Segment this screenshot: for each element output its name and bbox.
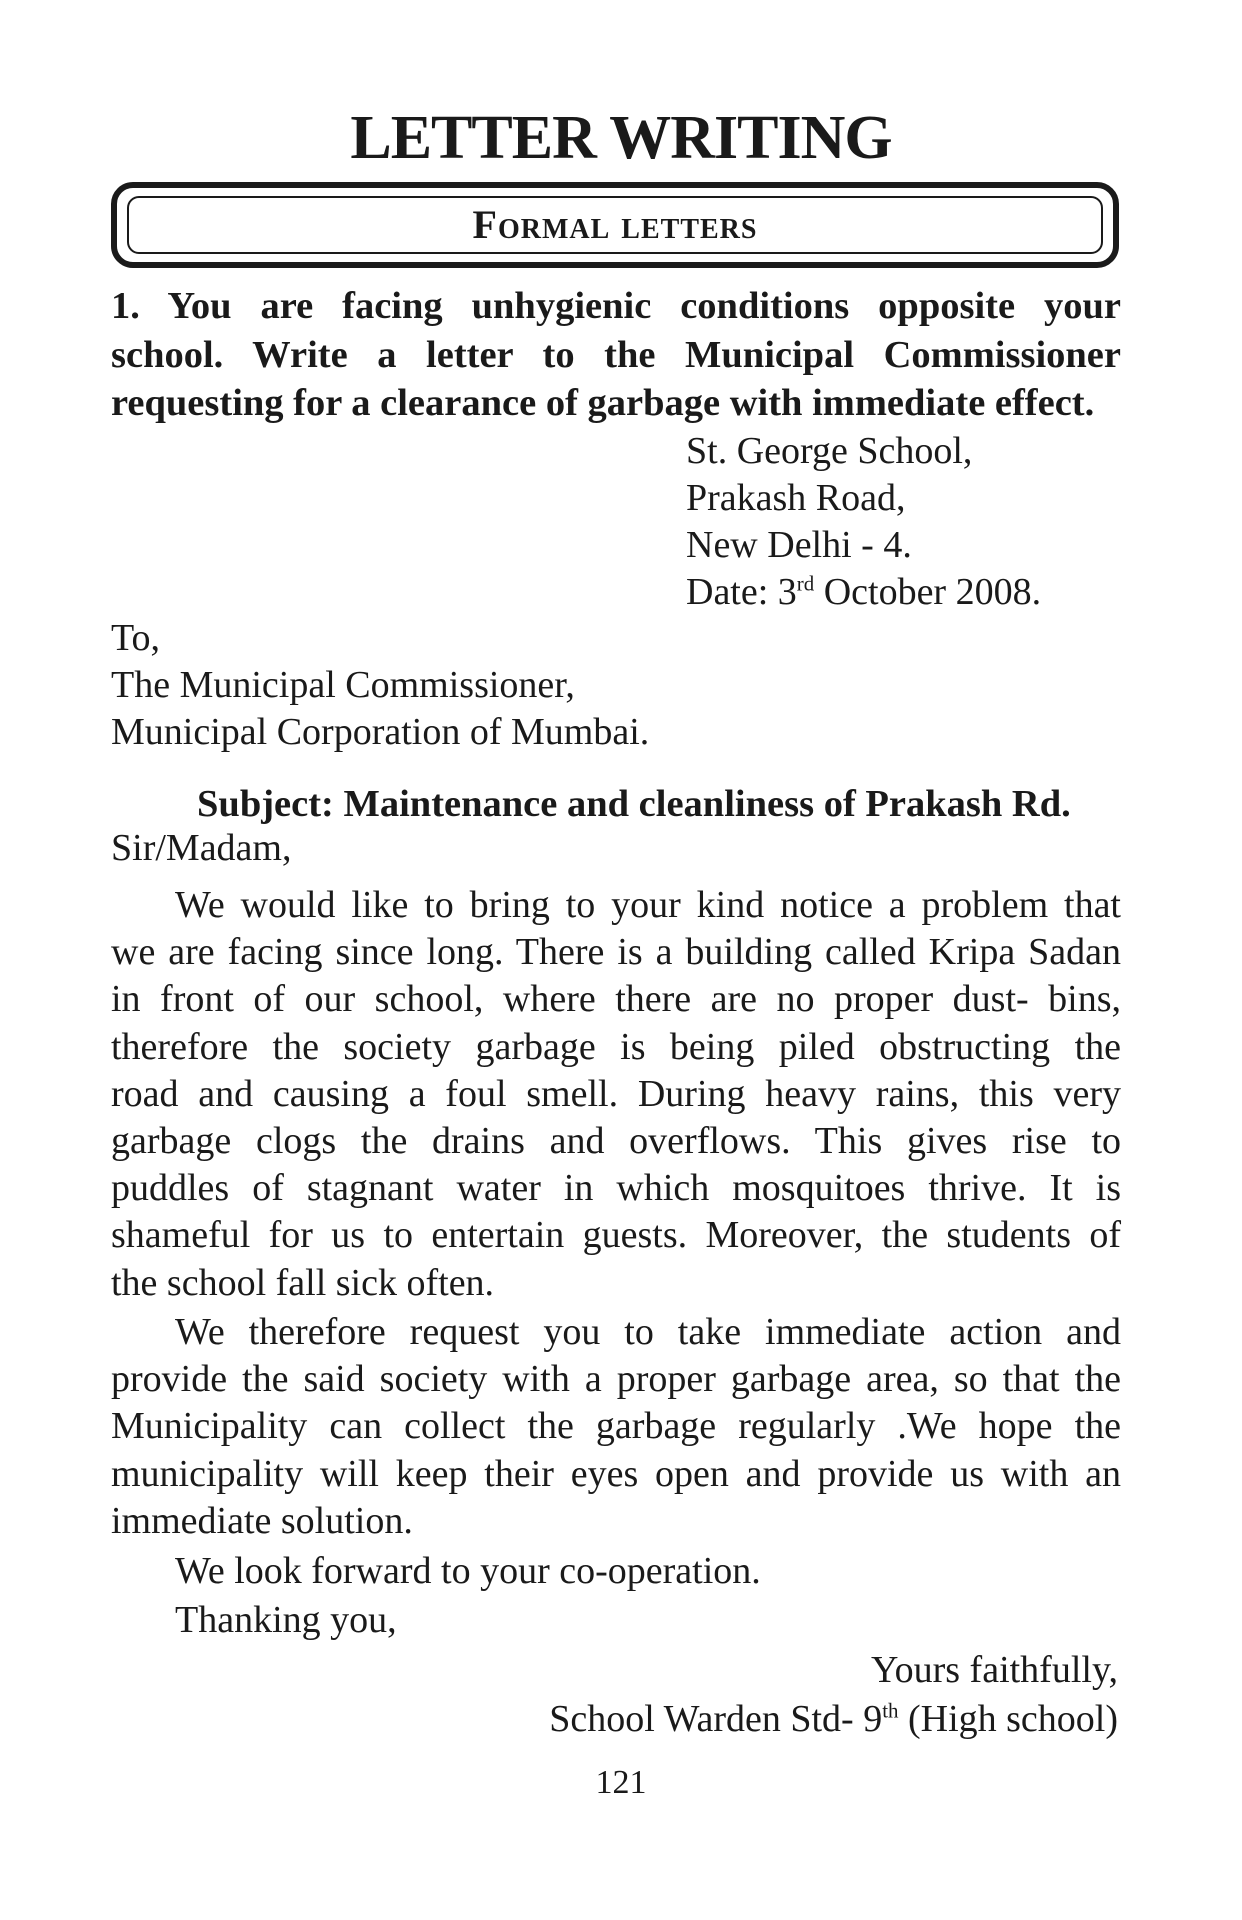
letter-closing: Yours faithfully, bbox=[870, 1649, 1118, 1691]
paragraph-line: garbage clogs the drains and overflows. This gives rise to bbox=[111, 1120, 1121, 1163]
question-line: 1. You are facing unhygienic conditions opposite your bbox=[111, 285, 1121, 327]
paragraph-line: We look forward to your co-operation. bbox=[175, 1550, 761, 1592]
recipient-line: Municipal Corporation of Mumbai. bbox=[111, 711, 650, 753]
paragraph-line: puddles of stagnant water in which mosquitoes thrive. It is bbox=[111, 1167, 1121, 1210]
paragraph-line: immediate solution. bbox=[111, 1499, 413, 1542]
paragraph-line: in front of our school, where there are no proper dust- bins, bbox=[111, 978, 1121, 1021]
paragraph-line: therefore the society garbage is being piled obstructing the bbox=[111, 1025, 1121, 1068]
paragraph-line: We would like to bring to your kind notice a problem that bbox=[175, 884, 1121, 926]
date-superscript: rd bbox=[796, 571, 815, 596]
letter-paragraph bbox=[111, 1548, 1121, 1595]
section-banner bbox=[111, 182, 1119, 268]
paragraph-line: municipality will keep their eyes open and provide us with an bbox=[111, 1452, 1121, 1495]
letter-paragraph bbox=[111, 882, 1121, 1307]
recipient-line: The Municipal Commissioner, bbox=[111, 664, 575, 706]
paragraph-line: We therefore request you to take immediate action and bbox=[175, 1311, 1121, 1353]
question-line: requesting for a clearance of garbage with immediate effect. bbox=[111, 382, 1095, 424]
question-line: school. Write a letter to the Municipal Commissioner bbox=[111, 333, 1121, 376]
sender-line: New Delhi - 4. bbox=[686, 524, 912, 566]
letter-paragraph bbox=[111, 1309, 1121, 1545]
letter-signature bbox=[549, 1695, 1118, 1743]
letter-date bbox=[686, 569, 1041, 616]
sender-line: Prakash Road, bbox=[686, 477, 906, 519]
sender-address bbox=[686, 428, 1041, 616]
signature-suffix: (High school) bbox=[898, 1698, 1118, 1740]
letter-subject: Subject: Maintenance and cleanliness of Prakash Rd. bbox=[197, 783, 1071, 825]
date-prefix: Date: 3 bbox=[686, 571, 797, 613]
paragraph-line: road and causing a foul smell. During heavy rains, this very bbox=[111, 1072, 1121, 1115]
recipient-line: To, bbox=[111, 617, 161, 659]
sender-line: St. George School, bbox=[686, 430, 973, 472]
letter-paragraph bbox=[111, 1597, 1121, 1644]
letter-salutation: Sir/Madam, bbox=[111, 827, 292, 869]
paragraph-line: Municipality can collect the garbage regularly .We hope the bbox=[111, 1405, 1121, 1448]
paragraph-line: we are facing since long. There is a building called Kripa Sadan bbox=[111, 931, 1121, 974]
paragraph-line: the school fall sick often. bbox=[111, 1261, 495, 1304]
section-title: Formal letters bbox=[472, 202, 758, 247]
recipient-address bbox=[111, 615, 649, 756]
question-prompt bbox=[111, 282, 1121, 428]
paragraph-line: shameful for us to entertain guests. Moreover, the students of bbox=[111, 1214, 1121, 1257]
page-number: 121 bbox=[595, 1764, 647, 1801]
page-title: LETTER WRITING bbox=[350, 104, 892, 172]
signature-prefix: School Warden Std- 9 bbox=[549, 1698, 883, 1740]
date-suffix: October 2008. bbox=[814, 571, 1042, 613]
paragraph-line: provide the said society with a proper garbage area, so that the bbox=[111, 1358, 1121, 1401]
signature-superscript: th bbox=[882, 1698, 899, 1723]
paragraph-line: Thanking you, bbox=[175, 1599, 397, 1641]
section-banner-inner-frame bbox=[127, 196, 1103, 254]
